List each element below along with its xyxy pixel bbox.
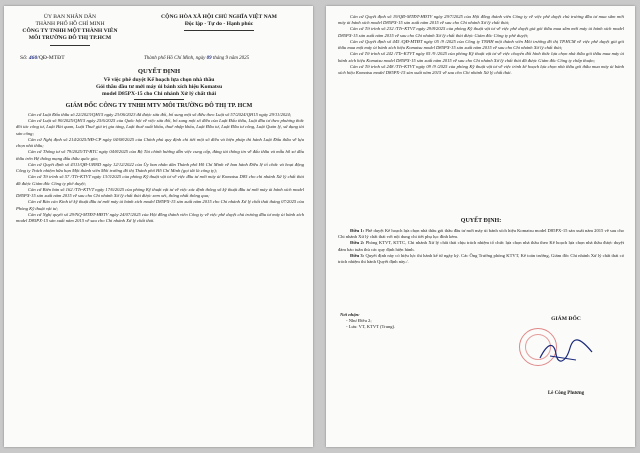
subtitle-rule xyxy=(134,99,184,100)
recipient-text: Lưu: VT, KTVT (Trung). xyxy=(348,323,396,329)
recipients xyxy=(340,312,450,330)
document-page-2 xyxy=(326,6,635,447)
header-left-rule xyxy=(50,45,90,46)
recipient-item: - Lưu: VT, KTVT (Trung). xyxy=(346,323,396,329)
header-left-line3: CÔNG TY TNHH MỘT THÀNH VIÊN xyxy=(22,28,118,35)
preamble-item: Căn cứ Báo cáo Kinh tế kỹ thuật đầu tư mới máy ủi bánh xích model D85PX-15 sản xuất năm 2015 cho Chi nhánh Xử lý chất thải tháng 07/2025 của Phòng Kỹ thuật vật tư; xyxy=(16,199,304,211)
decision-title: QUYẾT ĐỊNH xyxy=(137,68,181,75)
header-left-line1: ỦY BAN NHÂN DÂN xyxy=(43,14,97,20)
preamble-item: Căn cứ Nghị định số 214/2025/NĐ-CP ngày 04/08/2025 của Chính phủ quy định chi tiết một số điều và biện pháp thi hành Luật Đấu thầu về lựa chọn nhà thầu; xyxy=(16,136,304,149)
place-date-suffix: tháng 9 năm 2025 xyxy=(212,56,250,61)
preamble-item: Căn cứ Tờ trình số 248 /TTr-KTVT ngày 09 /9 /2025 của phòng Kỹ thuật vật tư về việc trình kế hoạch lựa chọn nhà thầu gói thầu mua máy ủi bánh xích hiệu Komatsu model D85PX-15 sản xuất năm 2015 về sau cho Chi nhánh Xử lý chất thải. xyxy=(338,63,624,76)
article-text: Phê duyệt Kế hoạch lựa chọn nhà thầu gói thầu đầu tư mới máy ủi bánh xích hiệu Komatsu model D85PX-15 sản xuất năm 2015 về sau cho Chi nhánh Xử lý chất thải với nội dung chi tiết phụ lục đính kèm. xyxy=(338,228,624,240)
place-date xyxy=(144,56,310,62)
header-left-line4: MÔI TRƯỜNG ĐÔ THỊ TP.HCM xyxy=(28,35,112,42)
authority-line: GIÁM ĐỐC CÔNG TY TNHH MTV MÔI TRƯỜNG ĐÔ THỊ TP. HCM xyxy=(65,103,253,109)
article-1 xyxy=(338,228,624,240)
signature-image xyxy=(536,336,596,366)
article-label: Điều 2: xyxy=(350,240,365,246)
preamble-item: Căn cứ Tờ trình số 232 /TTr-KTVT ngày 29/8/2025 của phòng Kỹ thuật vật tư về việc phê duyệt giá gói thầu mua sắm mới máy ủi bánh xích model D85PX-15 sản xuất năm 2015 về sau cho Chi nhánh Xử lý chất thải được Giám đốc Công ty phê duyệt; xyxy=(338,26,624,38)
recipient-text: Như Điều 2; xyxy=(348,317,372,323)
header-left xyxy=(14,14,126,43)
preamble-item: Căn cứ Biên bản số 162 /TTr-KTVT ngày 17/6/2025 của phòng Kỹ thuật vật tư về việc xác định thông số kỹ thuật đầu tư mới máy ủi bánh xích model D85PX-15 sản xuất năm 2015 về sau cho Chi nhánh Xử lý chất thải được xem xét, thống nhất thông qua; xyxy=(16,186,304,199)
article-label: Điều 1: xyxy=(350,228,365,233)
preamble-item: Căn cứ Luật số 90/2025/QH15 ngày 25/6/2025 của Quốc hội về việc sửa đổi, bổ sung một số điều của Luật Đấu thầu, Luật đầu tư theo phương thức đối tác công tư, Luật Hải quan, Luật Thuế giá trị gia tăng, Luật thuế xuất khẩu, thuế nhập khẩu, Luật Đầu tư, Luật Đầu tư công, Luật Quản lý, sử dụng tài sản công; xyxy=(16,118,304,136)
subtitle-line-1: Về việc phê duyệt Kế hoạch lựa chọn nhà thầu xyxy=(103,77,215,83)
subtitle-line-2: Gói thầu đầu tư mới máy ủi bánh xích hiệu Komatsu xyxy=(95,84,223,91)
recipient-item: - Như Điều 2; xyxy=(346,317,372,323)
article-text: Phòng KTVT, KTTC, Chi nhánh Xử lý chất thải chịu trách nhiệm tổ chức lựa chọn nhà thầu theo Kế hoạch lựa chọn nhà thầu được duyệt đảm bảo tuân thủ các quy định hiện hành. xyxy=(338,240,624,252)
place-date-prefix: Thành phố Hồ Chí Minh, ngày xyxy=(144,56,206,61)
doc-number-prefix: Số: xyxy=(20,55,28,61)
preamble-item: Căn cứ Quyết định số 445 /QĐ-MTĐT ngày 05 /9 /2025 của Công ty TNHH một thành viên Môi trường đô thị TP.HCM về việc phê duyệt giá gói thầu mua một máy ủi bánh xích hiệu Komatsu model D85PX-15 sản xuất năm 2015 về sau cho Chi nhánh Xử lý chất thải; xyxy=(338,38,624,51)
preamble-item: Căn cứ Nghị quyết số 29/NQ-MTĐT-HĐTV ngày 24/07/2025 của Hội đồng thành viên Công ty về việc phê duyệt chủ trương đầu tư máy ủi bánh xích model D85PX-15 sản xuất năm 2015 về sau cho Chi nhánh Xử lý chất thải. xyxy=(16,211,304,223)
preamble-item: Căn cứ Thông tư số 79/2025/TT-BTC ngày 04/8/2025 của Bộ Tài chính hướng dẫn việc cung cấp, đăng tải thông tin về đấu thầu và mẫu hồ sơ đấu thầu trên Hệ thống mạng đấu thầu quốc gia; xyxy=(16,149,304,161)
doc-number xyxy=(20,55,140,62)
signer-name: Lê Công Phương xyxy=(547,391,585,396)
place-date-day: 09 xyxy=(206,56,212,61)
signature-title: GIÁM ĐỐC xyxy=(551,316,581,322)
doc-number-handwritten: 460 xyxy=(28,55,38,61)
article-text: Quyết định này có hiệu lực thi hành kể từ ngày ký. Các Ông Trưởng phòng KTVT, Kế toán trưởng, Giám đốc Chi nhánh Xử lý chất thải có trách nhiệm thi hành Quyết định này./. xyxy=(338,252,624,265)
header-right-rule xyxy=(184,30,254,31)
recipients-title: Nơi nhận: xyxy=(340,312,360,317)
article-2 xyxy=(338,240,624,252)
preamble-page2 xyxy=(338,14,624,76)
decision-subtitle xyxy=(24,77,294,98)
preamble-item: Căn cứ Quyết định số 19/QĐ-MTĐT-HĐTV ngày 29/7/2025 của Hội đồng thành viên Công ty về việc phê duyệt chủ trương đầu tư mua sắm mới máy ủi bánh xích model D85PX-15 sản xuất năm 2015 về sau cho Chi nhánh Xử lý chất thải; xyxy=(338,14,624,26)
preamble-item: Căn cứ Tờ trình số 57 /TTr-KTVT ngày 13/3/2025 của phòng Kỹ thuật vật tư về việc đầu tư mới máy ủi Komatsu D85 cho chi nhánh Xử lý chất thải đã được Giám đốc Công ty phê duyệt; xyxy=(16,174,304,186)
articles xyxy=(338,228,624,265)
article-label: Điều 3: xyxy=(350,252,365,258)
header-right xyxy=(130,14,308,28)
document-page-1 xyxy=(4,6,313,447)
doc-number-suffix: /QĐ-MTĐT xyxy=(37,55,65,61)
preamble-item: Căn cứ Quyết định số 4311/QĐ-UBND ngày 12/12/2022 của Ủy ban nhân dân Thành phố Hồ Chí Minh về ban hành Điều lệ tổ chức và hoạt động Công ty Trách nhiệm hữu hạn Một thành viên Môi trường đô thị Thành phố Hồ Chí Minh (gọi tắt là công ty); xyxy=(16,161,304,174)
preamble-item: Căn cứ Tờ trình số 242 /TTr-KTVT ngày 05 /9 /2025 của phòng Kỹ thuật vật tư về việc chuyển đổi hình thức lựa chọn nhà thầu gói thầu mua máy ủi bánh xích hiệu Komatsu model D85PX-15 sản xuất năm 2015 về sau cho Chi nhánh Xử lý chất thải đã được Giám đốc Công ty chấp thuận; xyxy=(338,51,624,63)
article-3 xyxy=(338,253,624,265)
national-title: CỘNG HÒA XÃ HỘI CHỦ NGHĨA VIỆT NAM xyxy=(161,14,277,20)
national-motto: Độc lập - Tự do - Hạnh phúc xyxy=(184,21,254,28)
preamble-item: Căn cứ Luật Đấu thầu số 22/2023/QH15 ngày 23/06/2023 đã được sửa đổi, bổ sung một số điều theo Luật số 57/2024/QH15 ngày 29/11/2024; xyxy=(28,112,292,117)
decision-heading: QUYẾT ĐỊNH: xyxy=(460,218,502,224)
subtitle-line-3: model D85PX-15 cho Chi nhánh Xử lý chất thải xyxy=(102,91,216,98)
preamble-page1 xyxy=(16,112,304,224)
header-left-line2: THÀNH PHỐ HỒ CHÍ MINH xyxy=(35,21,105,28)
